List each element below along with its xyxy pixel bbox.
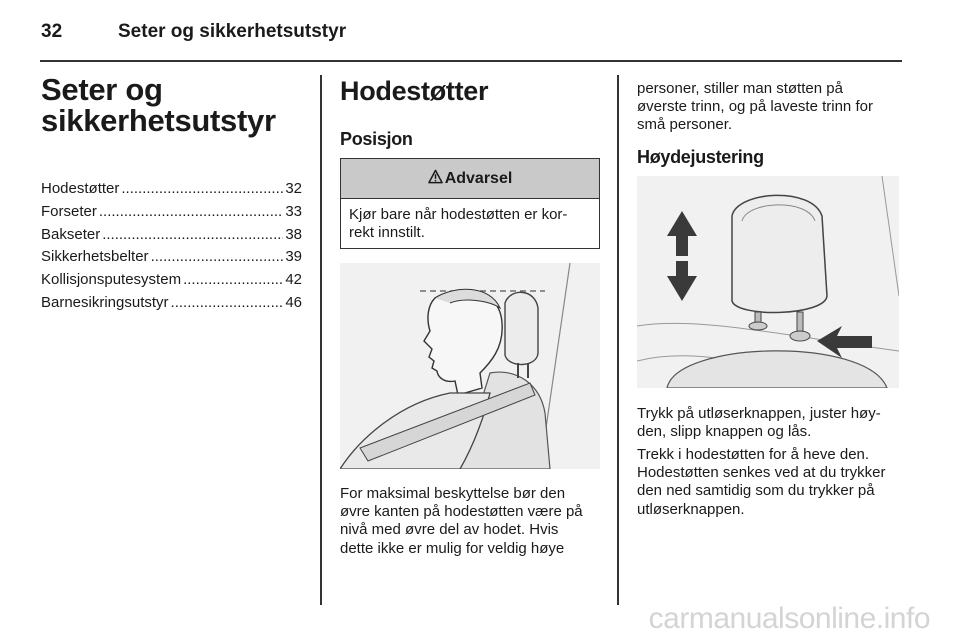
chapter-title <box>41 74 276 136</box>
warning-heading: Advarsel <box>444 169 513 187</box>
toc-leader-dots <box>121 180 283 197</box>
column-divider-2 <box>617 75 619 605</box>
paragraph-line: Trykk på utløserknappen, juster høy- <box>637 405 881 422</box>
paragraph-line: den ned samtidig som du trykker på <box>637 482 875 500</box>
toc-entry-label: Forseter <box>41 202 97 220</box>
subsection-title-position: Posisjon <box>340 129 413 149</box>
paragraph-adjust-instructions <box>637 405 907 441</box>
toc-leader-dots <box>99 203 283 220</box>
watermark: carmanualsonline.info <box>648 602 930 635</box>
toc-entry-label: Hodestøtter <box>41 180 120 197</box>
paragraph-line: Trekk i hodestøtten for å heve den. <box>637 446 870 463</box>
toc-entry-label: Kollisjonsputesystem <box>41 271 182 289</box>
toc-entry-label: Bakseter <box>41 225 101 243</box>
paragraph-raise-lower <box>637 446 907 519</box>
section-title: Hodestøtter <box>340 76 489 106</box>
paragraph-line: Hodestøtten senkes ved at du trykker <box>637 464 886 482</box>
toc-entry-page: 46 <box>285 293 302 311</box>
table-of-contents <box>41 180 302 317</box>
toc-entry-forseter[interactable] <box>41 203 302 226</box>
toc-entry-label: Barnesikringsutstyr <box>41 293 169 311</box>
header-divider <box>40 60 902 62</box>
toc-entry-page: 33 <box>285 202 302 220</box>
paragraph-continuation <box>637 80 907 135</box>
toc-entry-bakseter[interactable] <box>41 226 302 249</box>
toc-leader-dots <box>102 226 283 243</box>
page-number: 32 <box>41 21 63 42</box>
subsection-title-height-adjustment: Høydejustering <box>637 147 764 167</box>
toc-entry-page: 38 <box>285 225 302 243</box>
headrest-height-adjustment-illustration <box>637 176 899 388</box>
paragraph-line: den, slipp knappen og lås. <box>637 423 812 441</box>
warning-header <box>341 159 599 199</box>
paragraph-line: dette ikke er mulig for veldig høye <box>340 539 565 557</box>
toc-entry-hodestotter[interactable] <box>41 180 302 203</box>
toc-entry-page: 42 <box>285 271 302 289</box>
warning-box <box>340 158 600 249</box>
paragraph-line: For maksimal beskyttelse bør den <box>340 485 566 502</box>
chapter-title-line1: Seter og <box>41 72 163 107</box>
paragraph-line: øvre kanten på hodestøtten være på <box>340 503 583 521</box>
paragraph-line: personer, stiller man støtten på <box>637 80 843 97</box>
paragraph-line: små personer. <box>637 116 733 134</box>
toc-leader-dots <box>183 271 283 288</box>
warning-text-line: rekt innstilt. <box>349 224 425 241</box>
toc-leader-dots <box>151 248 284 265</box>
column-divider-1 <box>320 75 322 605</box>
headrest-position-illustration <box>340 263 600 469</box>
paragraph-line: nivå med øvre del av hodet. Hvis <box>340 521 559 539</box>
paragraph-line: øverste trinn, og på laveste trinn for <box>637 98 873 116</box>
toc-leader-dots <box>171 294 284 311</box>
toc-entry-page: 39 <box>285 248 302 266</box>
chapter-title-line2: sikkerhetsutstyr <box>41 103 276 138</box>
toc-entry-sikkerhetsbelter[interactable] <box>41 248 302 271</box>
toc-entry-label: Sikkerhetsbelter <box>41 248 149 266</box>
warning-text-line: Kjør bare når hodestøtten er kor- <box>349 206 568 223</box>
warning-triangle-icon <box>428 169 443 189</box>
toc-entry-kollisjonsputesystem[interactable] <box>41 271 302 294</box>
paragraph-optimal-position <box>340 485 608 558</box>
toc-entry-page: 32 <box>285 180 302 197</box>
paragraph-line: utløserknappen. <box>637 500 745 518</box>
toc-entry-barnesikringsutstyr[interactable] <box>41 294 302 317</box>
running-header-title: Seter og sikkerhetsutstyr <box>118 21 347 42</box>
warning-text <box>341 199 599 242</box>
